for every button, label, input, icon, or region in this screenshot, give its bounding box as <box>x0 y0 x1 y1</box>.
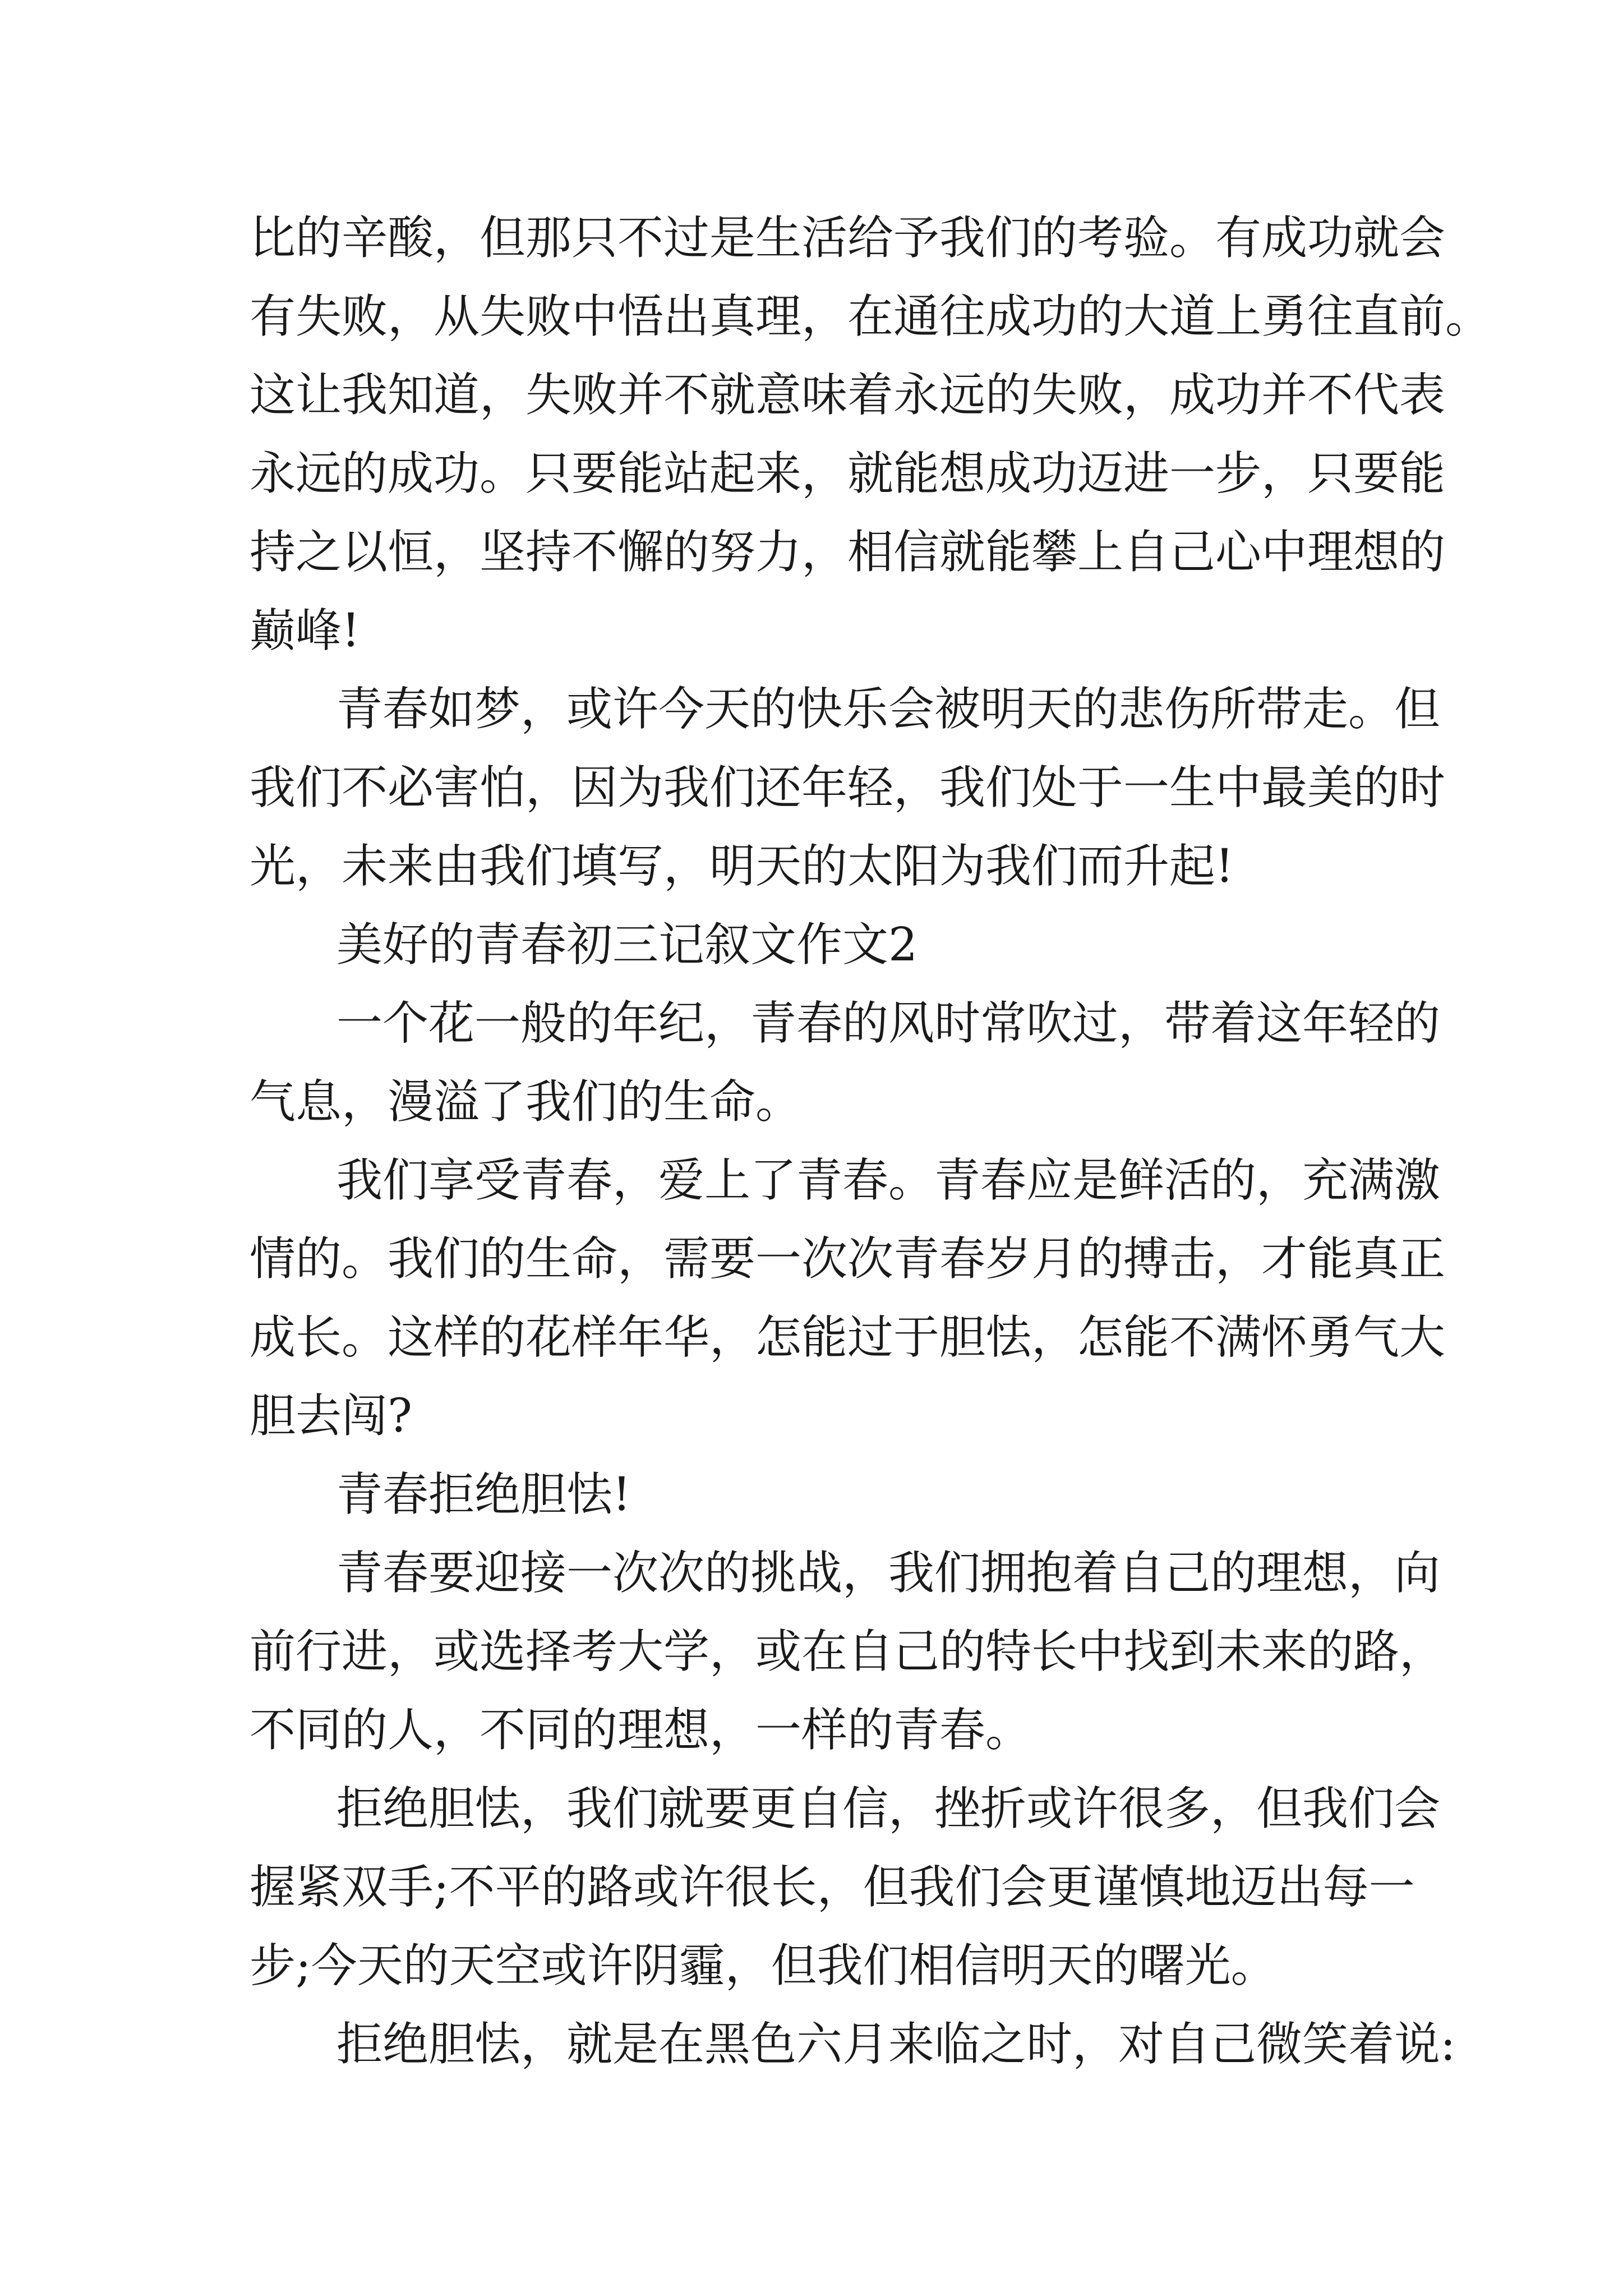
text-line: 不同的人，不同的理想，一样的青春。 <box>250 1704 1032 1757</box>
text-line: 永远的成功。只要能站起来，就能想成功迈进一步，只要能 <box>250 447 1446 500</box>
text-line: 比的辛酸，但那只不过是生活给予我们的考验。有成功就会 <box>250 211 1446 265</box>
text-line: 步;今天的天空或许阴霾，但我们相信明天的曙光。 <box>250 1939 1277 1993</box>
text-line: 光，未来由我们填写，明天的太阳为我们而升起! <box>250 840 1234 893</box>
paragraph-first-line: 一个花一般的年纪，青春的风时常吹过，带着这年轻的 <box>336 997 1441 1050</box>
text-line: 成长。这样的花样年华，怎能过于胆怯，怎能不满怀勇气大 <box>250 1311 1446 1364</box>
section-heading: 美好的青春初三记叙文作文2 <box>336 918 918 972</box>
text-line: 胆去闯? <box>250 1389 412 1443</box>
paragraph-first-line: 青春如梦，或许今天的快乐会被明天的悲伤所带走。但 <box>336 683 1441 736</box>
text-line: 情的。我们的生命，需要一次次青春岁月的搏击，才能真正 <box>250 1232 1446 1286</box>
text-line: 这让我知道，失败并不就意味着永远的失败，成功并不代表 <box>250 369 1446 422</box>
text-line: 有失败，从失败中悟出真理，在通往成功的大道上勇往直前。 <box>250 290 1492 343</box>
text-line: 握紧双手;不平的路或许很长，但我们会更谨慎地迈出每一 <box>250 1861 1415 1914</box>
text-line: 前行进，或选择考大学，或在自己的特长中找到未来的路， <box>250 1625 1446 1678</box>
paragraph-first-line: 拒绝胆怯，我们就要更自信，挫折或许很多，但我们会 <box>336 1782 1441 1835</box>
text-line: 气息，漫溢了我们的生命。 <box>250 1075 802 1129</box>
paragraph-first-line: 青春拒绝胆怯! <box>336 1468 631 1521</box>
text-line: 持之以恒，坚持不懈的努力，相信就能攀上自己心中理想的 <box>250 526 1446 579</box>
paragraph-first-line: 拒绝胆怯，就是在黑色六月来临之时，对自己微笑着说: <box>336 2018 1456 2071</box>
text-line: 巅峰! <box>250 604 360 657</box>
paragraph-first-line: 我们享受青春，爱上了青春。青春应是鲜活的，充满激 <box>336 1154 1441 1207</box>
paragraph-first-line: 青春要迎接一次次的挑战，我们拥抱着自己的理想，向 <box>336 1547 1441 1600</box>
text-line: 我们不必害怕，因为我们还年轻，我们处于一生中最美的时 <box>250 761 1446 815</box>
